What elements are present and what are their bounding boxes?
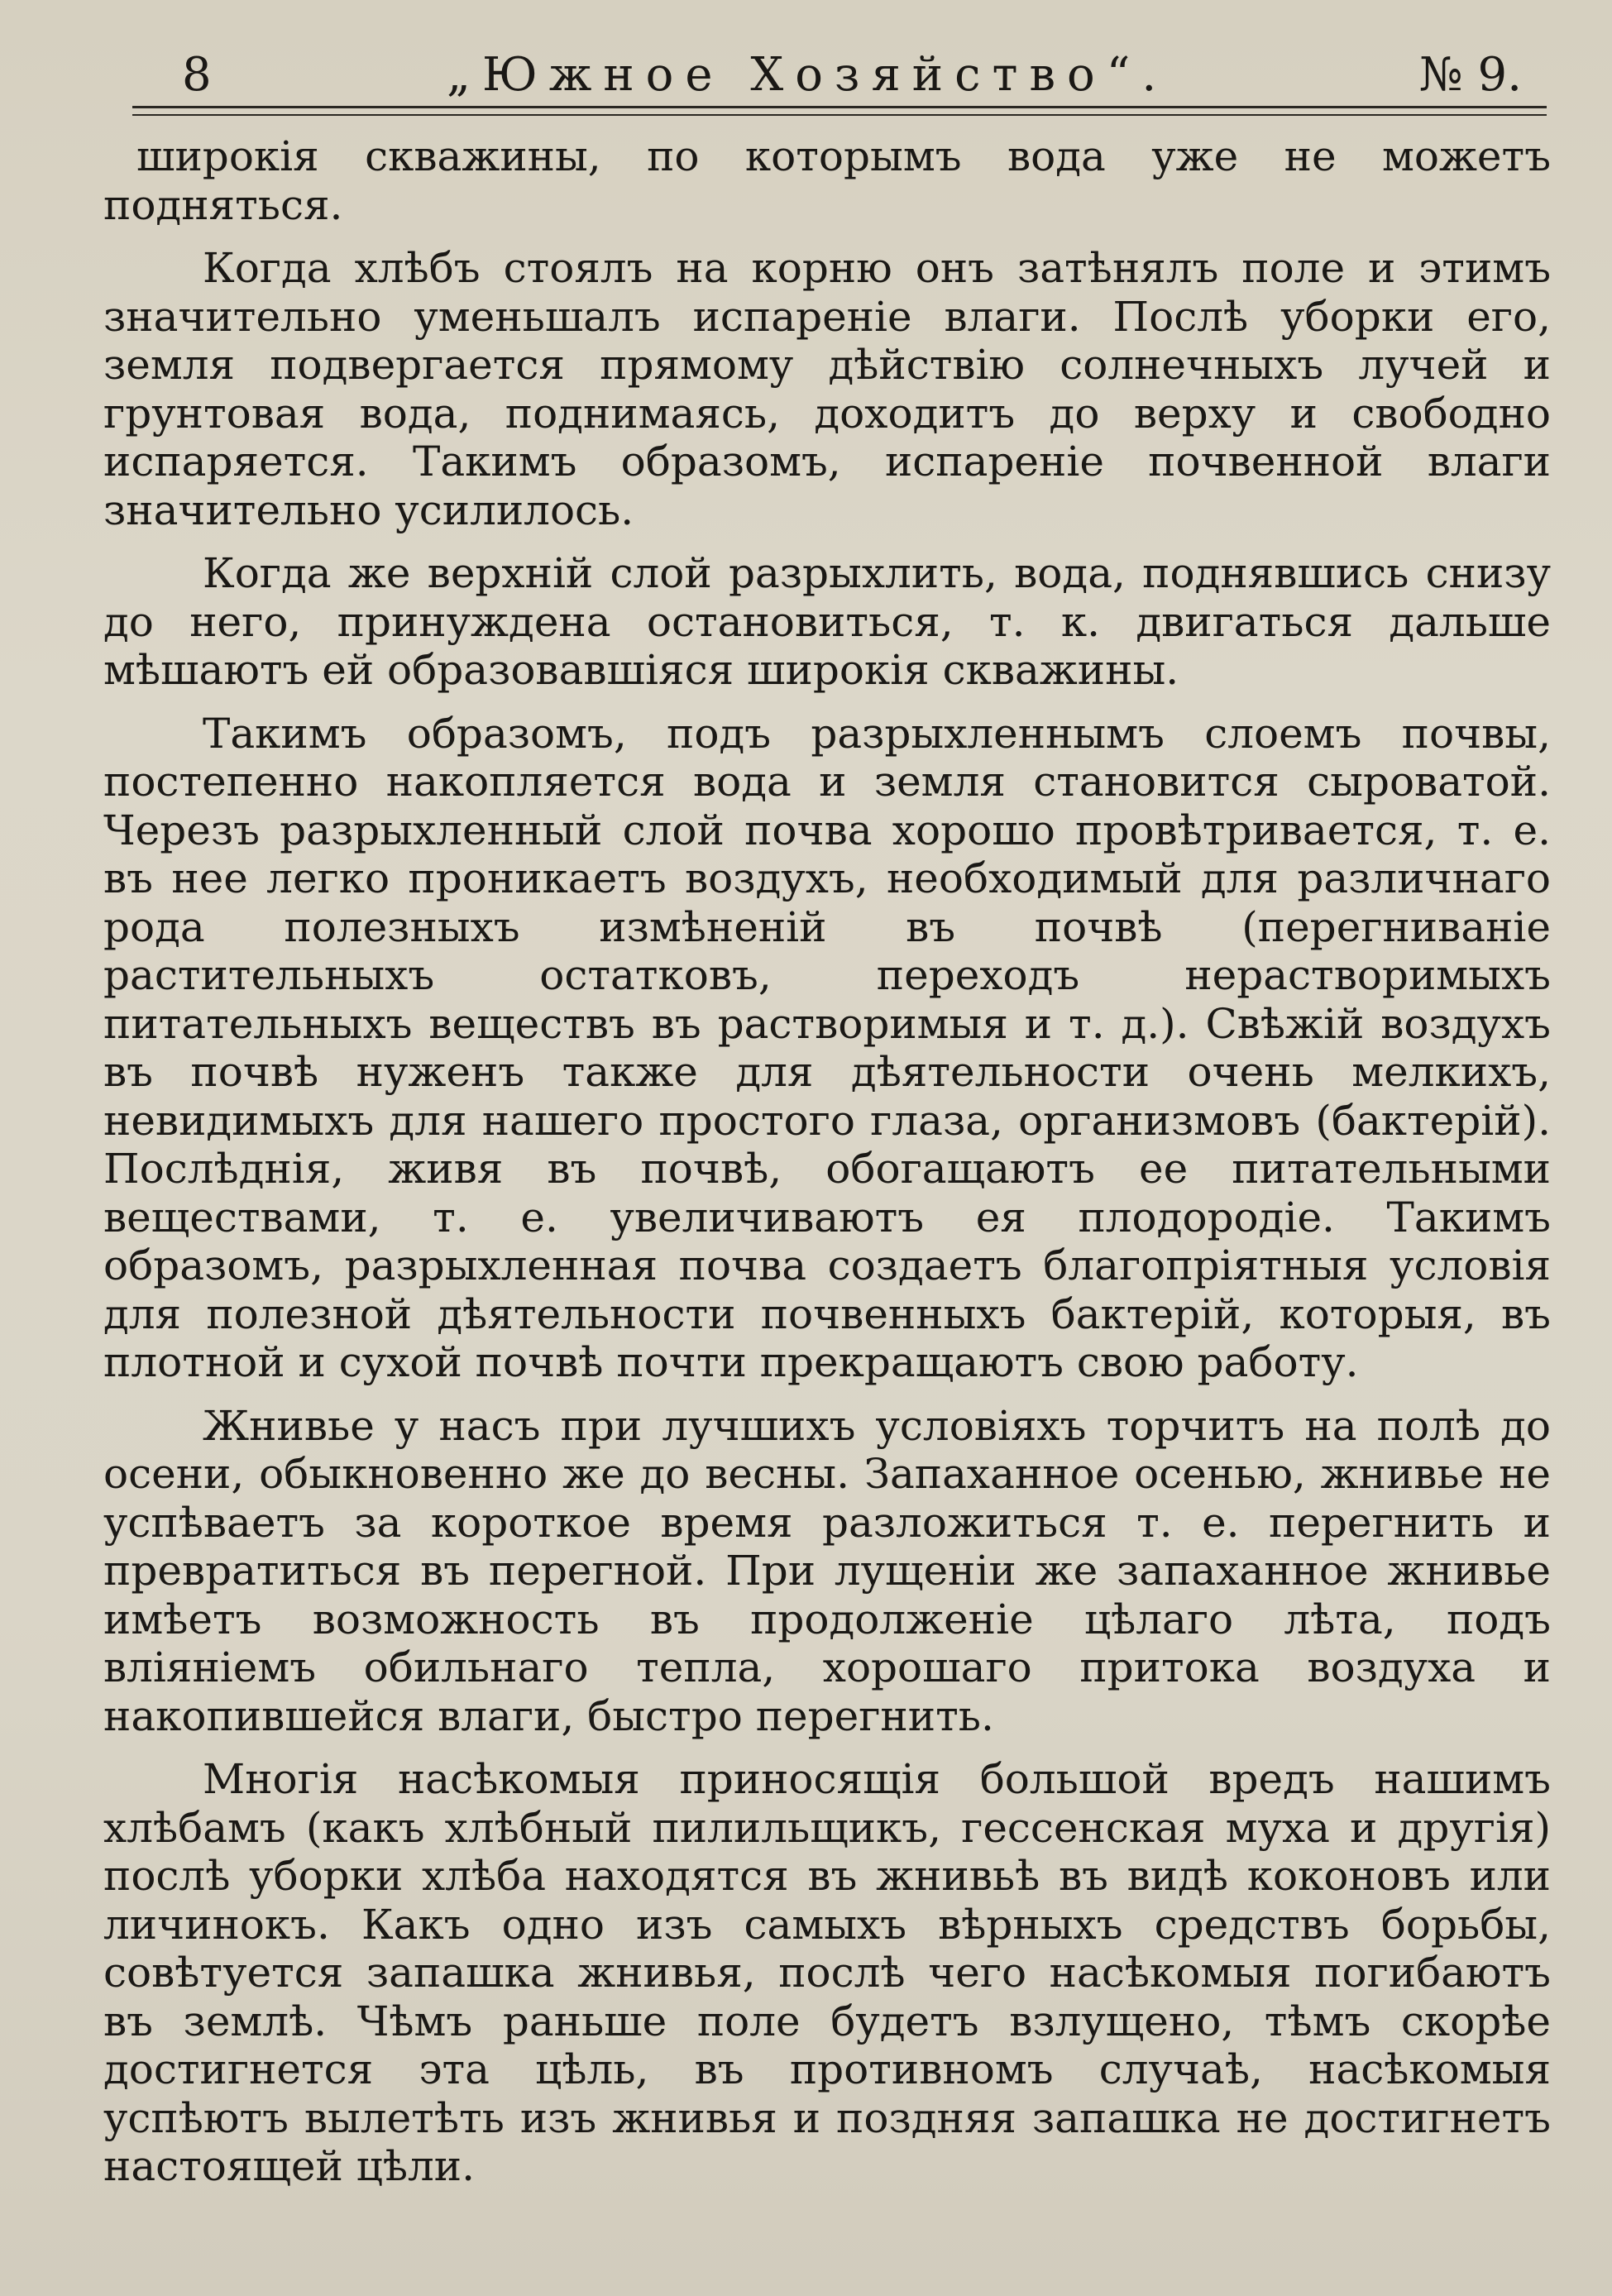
page-number: 8	[182, 48, 212, 102]
paragraph: Многія насѣкомыя приносящія большой вредъ нашимъ хлѣбамъ (какъ хлѣбный пилильщикъ, гессенская муха и другія) послѣ уборки хлѣба находятся въ жнивьѣ въ видѣ коконовъ или личинокъ. Какъ одно изъ самыхъ вѣрныхъ средствъ борьбы, совѣтуется запашка жнивья, послѣ чего насѣкомыя погибаютъ въ землѣ. Чѣмъ раньше поле будетъ взлущено, тѣмъ скорѣе достигнется эта цѣль, въ противномъ случаѣ, насѣкомыя успѣютъ вылетѣть изъ жнивья и поздняя запашка не достигнетъ настоящей цѣли.	[103, 1755, 1551, 2190]
issue-number: № 9.	[1418, 48, 1522, 102]
header-rule-bottom	[132, 114, 1547, 116]
paragraph: Жнивье у насъ при лучшихъ условіяхъ торчитъ на полѣ до осени, обыкновенно же до весны. Запаханное осенью, жнивье не успѣваетъ за короткое время разложиться т. е. перегнить и превратиться въ перегной. При лущеніи же запаханное жнивье имѣетъ возможность въ продолженіе цѣлаго лѣта, подъ вліяніемъ обильнаго тепла, хорошаго притока воздуха и накопившейся влаги, быстро перегнить.	[103, 1401, 1551, 1740]
article-body	[103, 132, 1551, 2206]
paragraph: Когда же верхній слой разрыхлить, вода, поднявшись снизу до него, принуждена остановиться, т. к. двигаться дальше мѣшаютъ ей образовавшіяся широкія скважины.	[103, 549, 1551, 694]
paragraph: Такимъ образомъ, подъ разрыхленнымъ слоемъ почвы, постепенно накопляется вода и земля становится сыроватой. Черезъ разрыхленный слой почва хорошо провѣтривается, т. е. въ нее легко проникаетъ воздухъ, необходимый для различнаго рода полезныхъ измѣненій въ почвѣ (перегниваніе растительныхъ остатковъ, переходъ нерастворимыхъ питательныхъ веществъ въ растворимыя и т. д.). Свѣжій воздухъ въ почвѣ нуженъ также для дѣятельности очень мелкихъ, невидимыхъ для нашего простого глаза, организмовъ (бактерій). Послѣднія, живя въ почвѣ, обогащаютъ ее питательными веществами, т. е. увеличиваютъ ея плодородіе. Такимъ образомъ, разрыхленная почва создаетъ благопріятныя условія для полезной дѣятельности почвенныхъ бактерій, которыя, въ плотной и сухой почвѣ почти прекращаютъ свою работу.	[103, 709, 1551, 1386]
header-rule-top	[132, 106, 1547, 108]
paragraph: широкія скважины, по которымъ вода уже не можетъ подняться.	[103, 132, 1551, 229]
paragraph: Когда хлѣбъ стоялъ на корню онъ затѣнялъ поле и этимъ значительно уменьшалъ испареніе влаги. Послѣ уборки его, земля подвергается прямому дѣйствію солнечныхъ лучей и грунтовая вода, поднимаясь, доходитъ до верху и свободно испаряется. Такимъ образомъ, испареніе почвенной влаги значительно усилилось.	[103, 244, 1551, 534]
journal-title: „Южное Хозяйство“.	[447, 48, 1169, 102]
page-header	[132, 48, 1522, 106]
